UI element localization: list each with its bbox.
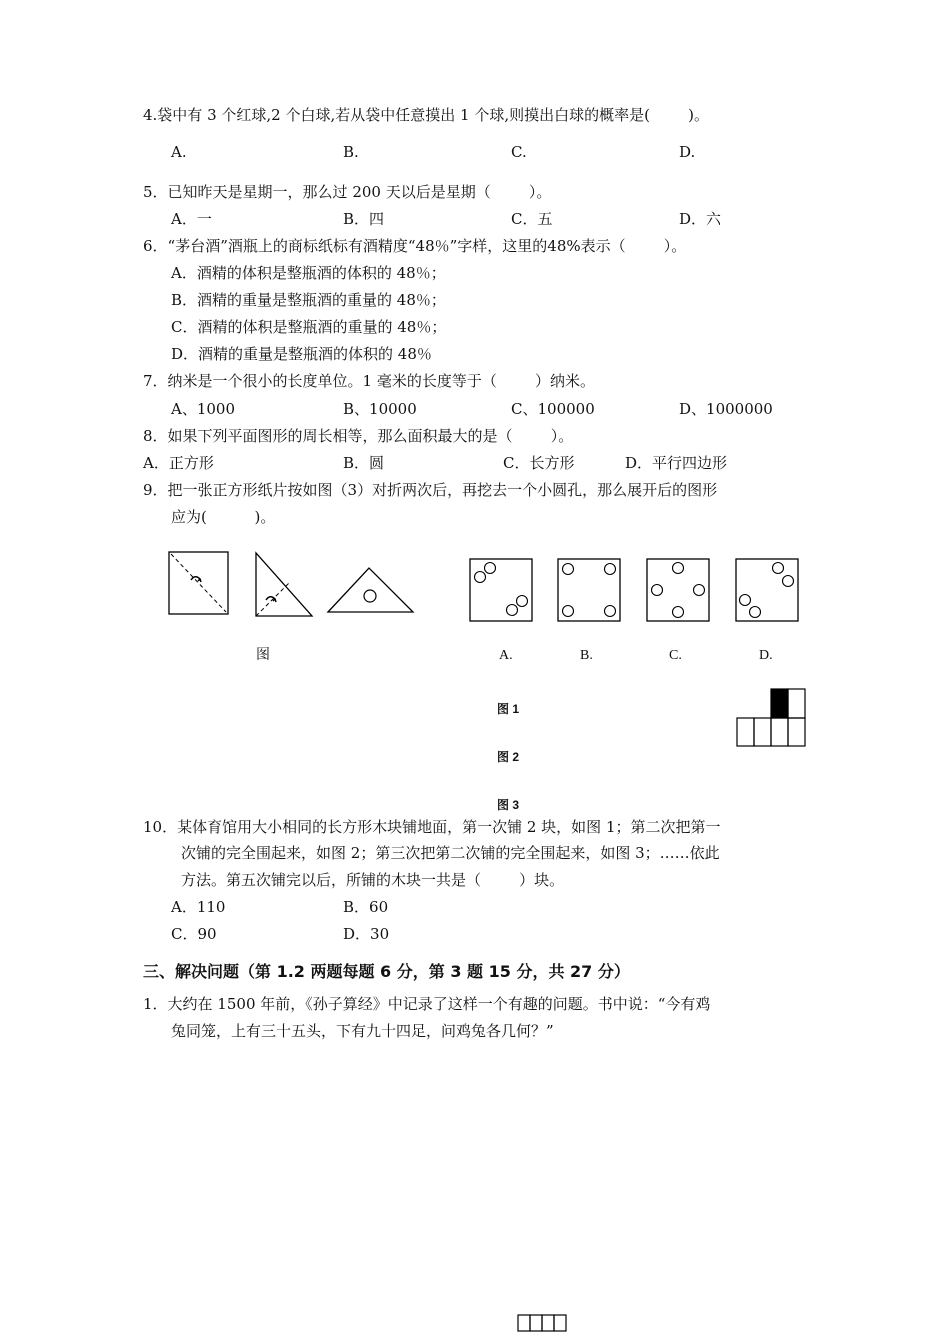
q5-option-d: D．六 xyxy=(679,210,722,228)
q7-option-a: A、1000 xyxy=(171,400,236,418)
option-a-figure xyxy=(470,559,532,621)
option-d-figure xyxy=(736,559,798,621)
dark-tile xyxy=(771,689,788,718)
option-c-figure xyxy=(647,559,709,621)
q8-option-b: B．圆 xyxy=(343,454,385,472)
q4-option-c: C. xyxy=(511,143,527,161)
small-grid xyxy=(516,1313,572,1333)
tile xyxy=(788,689,805,718)
q5-option-c: C．五 xyxy=(511,210,553,228)
hole-circle xyxy=(364,590,376,602)
q10-option-c: C．90 xyxy=(171,925,217,943)
q6-text: 6．“茅台酒”酒瓶上的商标纸标有酒精度“48％”字样，这里的48%表示（ ）。 xyxy=(143,237,687,255)
tile xyxy=(737,718,754,746)
q4-text: 4.袋中有 3 个红球,2 个白球,若从袋中任意摸出 1 个球,则摸出白球的概率是( )。 xyxy=(143,106,709,124)
unfolded-options xyxy=(466,555,806,627)
option-c-label: C. xyxy=(669,648,682,663)
option-b-figure xyxy=(558,559,620,621)
q10-text-line2: 次铺的完全围起来，如图 2；第三次把第二次铺的完全围起来，如图 3；……依此 xyxy=(181,844,720,862)
option-a-label: A. xyxy=(499,648,513,663)
section-3-q1-line2: 兔同笼，上有三十五头，下有九十四足，问鸡兔各几何？” xyxy=(171,1022,554,1040)
fold-line xyxy=(171,554,226,612)
q10-option-b: B．60 xyxy=(343,898,389,916)
option-d-label: D. xyxy=(759,648,773,663)
figure-2-caption: 图 2 xyxy=(497,750,520,764)
q6-option-b: B．酒精的重量是整瓶酒的重量的 48％； xyxy=(171,291,446,309)
q8-option-d: D．平行四边形 xyxy=(625,454,728,472)
figure-3-caption: 图 3 xyxy=(497,798,520,812)
fold-line-2 xyxy=(256,582,290,616)
option-b-label: B. xyxy=(580,648,593,663)
q10-option-a: A．110 xyxy=(171,898,226,916)
q9-figure-label: 图 xyxy=(256,648,270,663)
q8-option-a: A．正方形 xyxy=(143,454,214,472)
q5-option-a: A．一 xyxy=(171,210,212,228)
q4-option-d: D. xyxy=(679,143,696,161)
q6-option-c: C．酒精的体积是整瓶酒的重量的 48％； xyxy=(171,318,447,336)
q8-option-c: C．长方形 xyxy=(503,454,575,472)
q10-option-d: D．30 xyxy=(343,925,390,943)
q7-option-d: D、1000000 xyxy=(679,400,773,418)
q5-text: 5．已知昨天是星期一，那么过 200 天以后是星期（ ）。 xyxy=(143,183,552,201)
figure-1-caption: 图 1 xyxy=(497,702,520,716)
q6-option-a: A．酒精的体积是整瓶酒的体积的 48％； xyxy=(171,264,446,282)
q9-text-line2: 应为( )。 xyxy=(171,508,276,526)
q9-text-line1: 9．把一张正方形纸片按如图（3）对折两次后，再挖去一个小圆孔，那么展开后的图形 xyxy=(143,481,718,499)
q10-text-line1: 10．某体育馆用大小相同的长方形木块铺地面，第一次铺 2 块，如图 1；第二次把第一 xyxy=(143,818,721,836)
q7-option-b: B、10000 xyxy=(343,400,417,418)
q7-option-c: C、100000 xyxy=(511,400,595,418)
folding-diagram xyxy=(165,548,420,623)
q7-text: 7．纳米是一个很小的长度单位。1 毫米的长度等于（ ）纳米。 xyxy=(143,372,596,390)
tile-diagram xyxy=(735,687,809,749)
q10-text-line3: 方法。第五次铺完以后，所铺的木块一共是（ ）块。 xyxy=(181,871,565,889)
folded-triangle xyxy=(256,553,312,616)
q4-option-a: A. xyxy=(171,143,187,161)
fold-arrow-icon xyxy=(191,577,201,582)
tile xyxy=(788,718,805,746)
q6-option-d: D．酒精的重量是整瓶酒的体积的 48％ xyxy=(171,345,432,363)
section-3-heading: 三、解决问题（第 1.2 两题每题 6 分，第 3 题 15 分，共 27 分） xyxy=(143,962,630,981)
q8-text: 8．如果下列平面图形的周长相等，那么面积最大的是（ ）。 xyxy=(143,427,574,445)
tile xyxy=(771,718,788,746)
q5-option-b: B．四 xyxy=(343,210,385,228)
tile xyxy=(754,718,771,746)
q4-option-b: B. xyxy=(343,143,359,161)
section-3-q1-line1: 1．大约在 1500 年前，《孙子算经》中记录了这样一个有趣的问题。书中说：“今有鸡 xyxy=(143,995,711,1013)
